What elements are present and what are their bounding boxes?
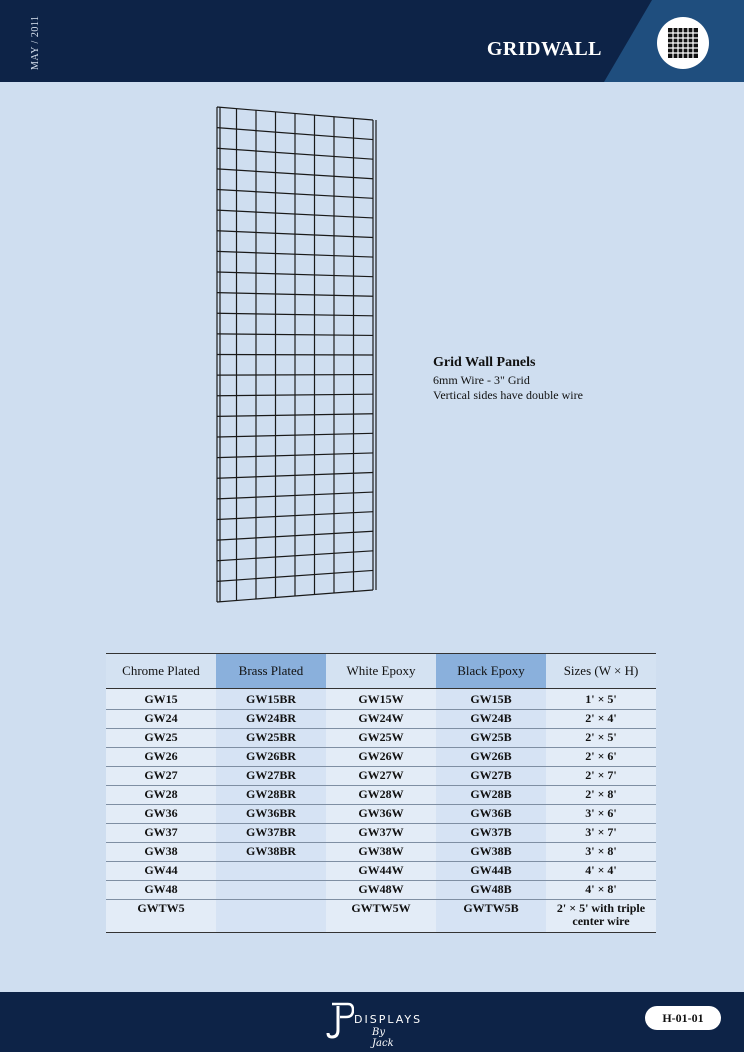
table-cell: GW15	[106, 689, 216, 710]
product-spec-line: Vertical sides have double wire	[433, 388, 583, 402]
table-cell: GW25BR	[216, 729, 326, 748]
table-cell: GW25W	[326, 729, 436, 748]
table-cell: GW26	[106, 748, 216, 767]
table-cell: GW26W	[326, 748, 436, 767]
table-cell: GW24	[106, 710, 216, 729]
table-cell: GW37W	[326, 824, 436, 843]
table-cell: GW44W	[326, 862, 436, 881]
table-cell: GW26B	[436, 748, 546, 767]
table-cell: GW36W	[326, 805, 436, 824]
page-title: GRIDWALL	[486, 38, 602, 60]
table-cell: GW28BR	[216, 786, 326, 805]
column-header: White Epoxy	[326, 654, 436, 689]
table-cell: GW48	[106, 881, 216, 900]
table-cell: GW27B	[436, 767, 546, 786]
table-row	[106, 824, 656, 843]
table-cell: GW37BR	[216, 824, 326, 843]
table-cell: GW28	[106, 786, 216, 805]
table-cell: 2' × 5'	[546, 729, 656, 748]
table-cell: 3' × 8'	[546, 843, 656, 862]
table-row	[106, 881, 656, 900]
table-cell: 2' × 5' with triple center wire	[546, 900, 656, 933]
table-cell: GW27	[106, 767, 216, 786]
issue-date: MAY / 2011	[30, 15, 41, 70]
table-cell: GW37B	[436, 824, 546, 843]
table-cell: GW36BR	[216, 805, 326, 824]
table-row	[106, 900, 656, 933]
table-cell: GW15B	[436, 689, 546, 710]
logo-mark-icon	[326, 1000, 354, 1040]
table-row	[106, 767, 656, 786]
table-cell: GW48W	[326, 881, 436, 900]
table-cell: GW36B	[436, 805, 546, 824]
table-row	[106, 786, 656, 805]
product-title: Grid Wall Panels	[433, 355, 536, 370]
table-cell: 2' × 8'	[546, 786, 656, 805]
grid-badge	[657, 17, 709, 69]
page-code: H-01-01	[645, 1006, 721, 1030]
displays-logo	[326, 1000, 423, 1049]
gridwall-panel-image	[210, 102, 380, 608]
table-cell: 2' × 7'	[546, 767, 656, 786]
table-cell: GWTW5W	[326, 900, 436, 933]
logo-tagline: By Jack	[372, 1027, 394, 1049]
table-cell: GW27BR	[216, 767, 326, 786]
table-cell: GW48B	[436, 881, 546, 900]
table-cell: GW38	[106, 843, 216, 862]
column-header: Sizes (W × H)	[546, 654, 656, 689]
table-cell: 4' × 8'	[546, 881, 656, 900]
table-row	[106, 862, 656, 881]
table-cell: GWTW5B	[436, 900, 546, 933]
table-cell	[216, 881, 326, 900]
table-cell: GWTW5	[106, 900, 216, 933]
table-cell: 3' × 7'	[546, 824, 656, 843]
table-cell: GW15BR	[216, 689, 326, 710]
table-cell: GW26BR	[216, 748, 326, 767]
logo-text: DISPLAYS	[354, 1013, 423, 1026]
grid-icon	[668, 28, 698, 58]
table-cell: GW24W	[326, 710, 436, 729]
column-header: Brass Plated	[216, 654, 326, 689]
page-header	[0, 0, 744, 82]
table-cell: GW44	[106, 862, 216, 881]
table-cell	[216, 900, 326, 933]
table-cell: 3' × 6'	[546, 805, 656, 824]
table-row	[106, 805, 656, 824]
table-cell: GW24B	[436, 710, 546, 729]
table-cell	[216, 862, 326, 881]
table-cell: GW38BR	[216, 843, 326, 862]
table-cell: GW36	[106, 805, 216, 824]
table-cell: GW27W	[326, 767, 436, 786]
table-cell: GW44B	[436, 862, 546, 881]
column-header: Black Epoxy	[436, 654, 546, 689]
table-cell: 4' × 4'	[546, 862, 656, 881]
table-cell: 2' × 4'	[546, 710, 656, 729]
sku-table	[106, 653, 656, 933]
table-cell: GW28W	[326, 786, 436, 805]
table-cell: 1' × 5'	[546, 689, 656, 710]
table-cell: GW25	[106, 729, 216, 748]
table-cell: 2' × 6'	[546, 748, 656, 767]
table-cell: GW38W	[326, 843, 436, 862]
product-spec-line: 6mm Wire - 3" Grid	[433, 373, 530, 387]
table-row	[106, 729, 656, 748]
table-row	[106, 843, 656, 862]
table-cell: GW37	[106, 824, 216, 843]
table-cell: GW15W	[326, 689, 436, 710]
table-header-row	[106, 654, 656, 689]
table-cell: GW28B	[436, 786, 546, 805]
product-table	[106, 653, 656, 933]
table-cell: GW24BR	[216, 710, 326, 729]
column-header: Chrome Plated	[106, 654, 216, 689]
product-description	[433, 355, 583, 403]
table-row	[106, 689, 656, 710]
table-row	[106, 748, 656, 767]
table-cell: GW25B	[436, 729, 546, 748]
table-cell: GW38B	[436, 843, 546, 862]
table-row	[106, 710, 656, 729]
